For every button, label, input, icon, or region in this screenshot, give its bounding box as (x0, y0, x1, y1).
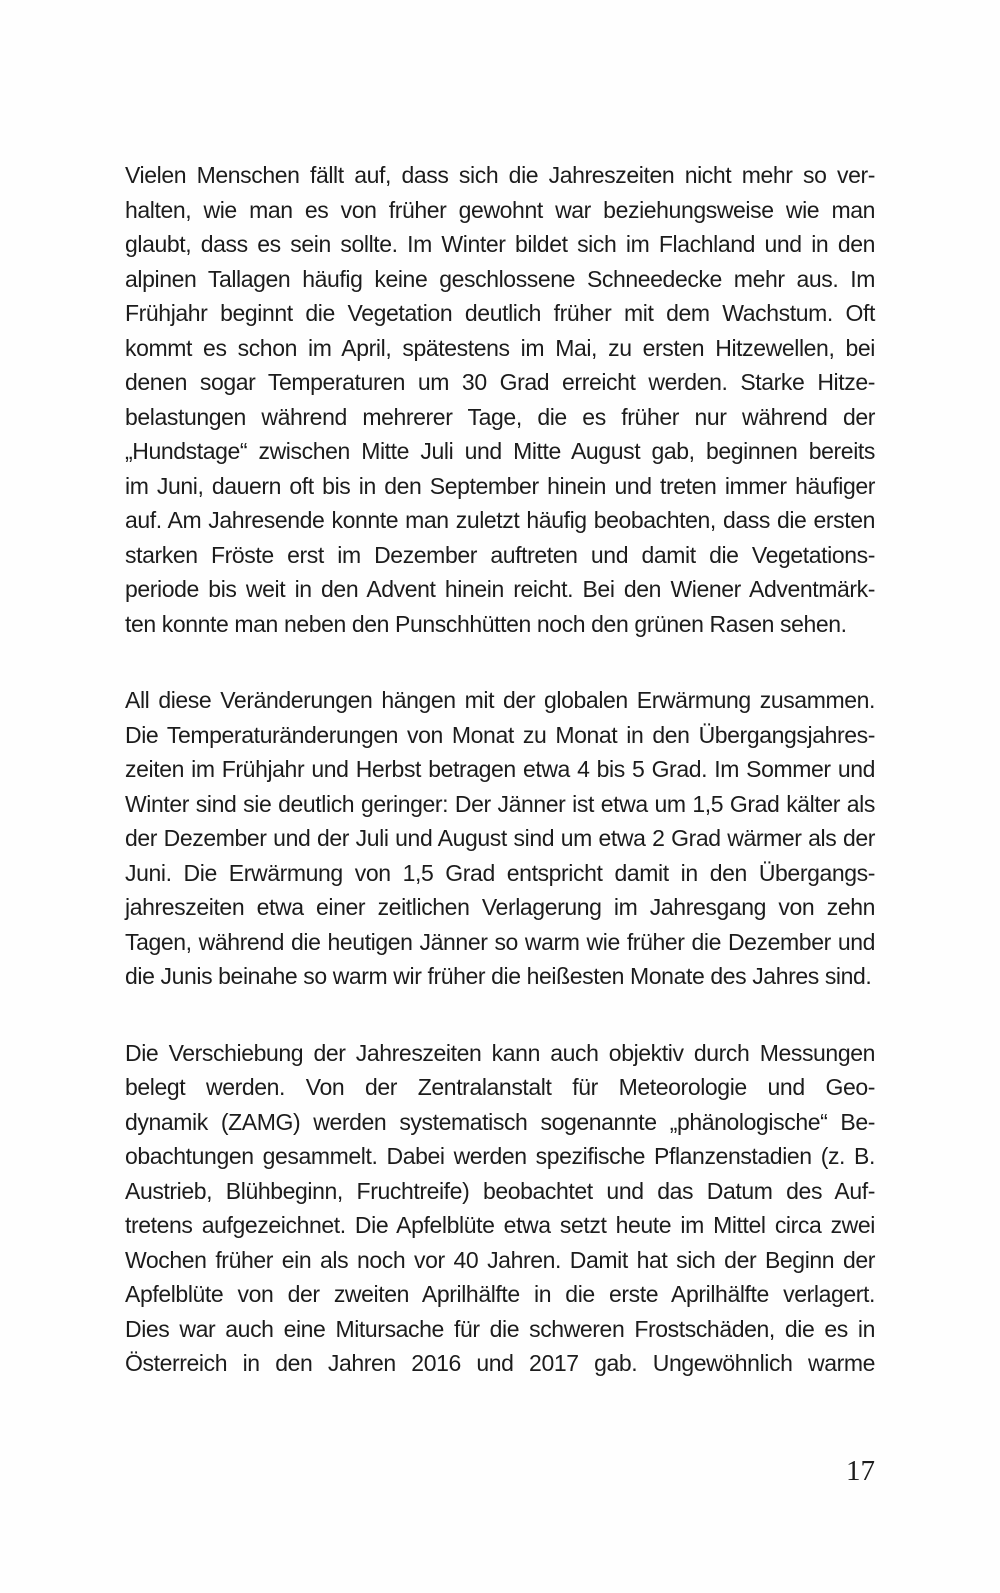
text-line: Apfelblüte von der zweiten Aprilhälfte in die erste Aprilhälfte verlagert. (125, 1281, 875, 1307)
text-line: denen sogar Temperaturen um 30 Grad erreicht werden. Starke Hitze- (125, 369, 875, 395)
text-line: belegt werden. Von der Zentralanstalt für Meteorologie und Geo- (125, 1074, 875, 1100)
text-line: tretens aufgezeichnet. Die Apfelblüte etwa setzt heute im Mittel circa zwei (125, 1212, 875, 1238)
text-line: halten, wie man es von früher gewohnt war beziehungsweise wie man (125, 196, 875, 223)
text-line: All diese Veränderungen hängen mit der globalen Erwärmung zusammen. (125, 687, 875, 713)
text-line: auf. Am Jahresende konnte man zuletzt häufig beobachten, dass die ersten (125, 507, 875, 533)
text-line: Wochen früher ein als noch vor 40 Jahren. Damit hat sich der Beginn der (125, 1246, 875, 1273)
text-line: jahreszeiten etwa einer zeitlichen Verlagerung im Jahresgang von zehn (125, 894, 875, 920)
text-line: belastungen während mehrerer Tage, die es früher nur während der (125, 403, 875, 430)
paragraph (125, 683, 875, 994)
text-line: Österreich in den Jahren 2016 und 2017 gab. Ungewöhnlich warme (125, 1350, 875, 1376)
text-line: Die Verschiebung der Jahreszeiten kann auch objektiv durch Messungen (125, 1039, 875, 1066)
paragraph (125, 158, 875, 641)
text-line: die Junis beinahe so warm wir früher die heißesten Monate des Jahres sind. (125, 963, 872, 989)
text-line: im Juni, dauern oft bis in den September hinein und treten immer häufiger (125, 472, 875, 499)
text-line: ten konnte man neben den Punschhütten noch den grünen Rasen sehen. (125, 610, 847, 637)
text-line: Juni. Die Erwärmung von 1,5 Grad entspricht damit in den Übergangs- (125, 859, 875, 886)
text-line: starken Fröste erst im Dezember auftreten und damit die Vegetations- (125, 541, 875, 568)
text-line: zeiten im Frühjahr und Herbst betragen etwa 4 bis 5 Grad. Im Sommer und (125, 756, 875, 782)
page-body (125, 158, 875, 1423)
text-line: Vielen Menschen fällt auf, dass sich die Jahreszeiten nicht mehr so ver- (125, 162, 875, 188)
text-line: Dies war auch eine Mitursache für die schweren Frostschäden, die es in (125, 1315, 875, 1342)
page-number: 17 (846, 1455, 875, 1487)
text-line: glaubt, dass es sein sollte. Im Winter bildet sich im Flachland und in den (125, 231, 875, 257)
text-line: dynamik (ZAMG) werden systematisch sogenannte „phänologische“ Be- (125, 1108, 875, 1135)
text-line: Frühjahr beginnt die Vegetation deutlich früher mit dem Wachstum. Oft (125, 300, 875, 326)
paragraph (125, 1036, 875, 1381)
text-line: kommt es schon im April, spätestens im Mai, zu ersten Hitzewellen, bei (125, 334, 875, 361)
text-line: obachtungen gesammelt. Dabei werden spezifische Pflanzenstadien (z. B. (125, 1143, 875, 1169)
text-line: „Hundstage“ zwischen Mitte Juli und Mitte August gab, beginnen bereits (125, 438, 875, 464)
text-line: Tagen, während die heutigen Jänner so warm wie früher die Dezember und (125, 928, 875, 955)
text-line: der Dezember und der Juli und August sind um etwa 2 Grad wärmer als der (125, 825, 875, 851)
text-line: Austrieb, Blühbeginn, Fruchtreife) beobachtet und das Datum des Auf- (125, 1177, 875, 1204)
text-line: Winter sind sie deutlich geringer: Der Jänner ist etwa um 1,5 Grad kälter als (125, 790, 875, 817)
text-line: periode bis weit in den Advent hinein reicht. Bei den Wiener Adventmärk- (125, 576, 875, 602)
text-line: Die Temperaturänderungen von Monat zu Monat in den Übergangsjahres- (125, 721, 875, 748)
text-line: alpinen Tallagen häufig keine geschlossene Schneedecke mehr aus. Im (125, 265, 875, 292)
